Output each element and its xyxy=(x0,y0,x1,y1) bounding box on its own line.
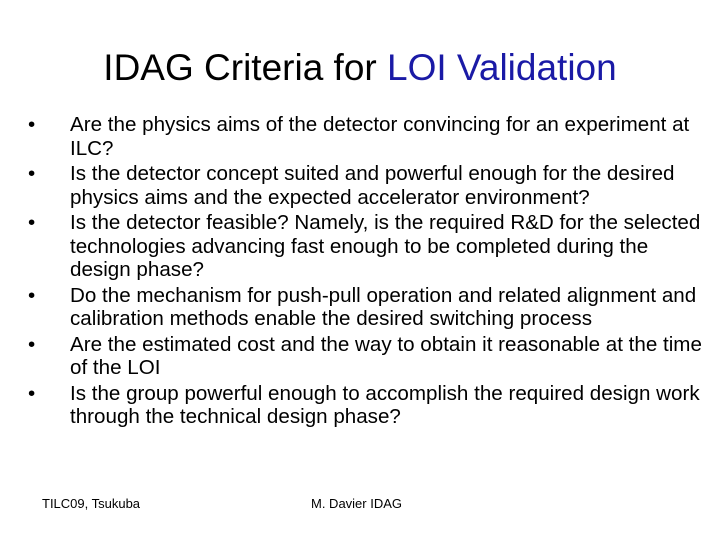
title-prefix: IDAG Criteria for xyxy=(103,47,388,88)
bullet-text: Are the estimated cost and the way to obtain it reasonable at the time of the LOI xyxy=(70,332,702,379)
footer-event: TILC09, Tsukuba xyxy=(42,496,141,511)
bullet-item xyxy=(28,382,708,429)
bullet-text: Is the detector concept suited and powerful enough for the desired physics aims and the expected accelerator environment? xyxy=(70,162,675,209)
bullet-item xyxy=(28,162,708,209)
bullet-dot-icon: • xyxy=(28,211,36,234)
bullet-dot-icon: • xyxy=(28,113,36,136)
bullet-item xyxy=(28,211,708,282)
bullet-item xyxy=(28,113,708,160)
bullet-item xyxy=(28,333,708,380)
bullet-dot-icon: • xyxy=(28,381,36,405)
bullet-list xyxy=(28,113,708,431)
bullet-text: Is the group powerful enough to accomplish the required design work through the technical design phase? xyxy=(70,381,700,428)
bullet-dot-icon: • xyxy=(28,283,36,307)
bullet-dot-icon: • xyxy=(28,162,36,185)
bullet-text: Is the detector feasible? Namely, is the required R&D for the selected technologies advancing fast enough to be completed during the design phase? xyxy=(70,211,701,281)
bullet-item xyxy=(28,284,708,331)
footer-author: M. Davier IDAG xyxy=(311,496,403,511)
slide-title xyxy=(0,46,720,90)
bullet-dot-icon: • xyxy=(28,332,36,356)
title-accent: LOI Validation xyxy=(387,47,617,88)
bullet-text: Are the physics aims of the detector convincing for an experiment at ILC? xyxy=(70,113,690,160)
bullet-text: Do the mechanism for push-pull operation and related alignment and calibration methods enable the desired switching process xyxy=(70,283,697,330)
